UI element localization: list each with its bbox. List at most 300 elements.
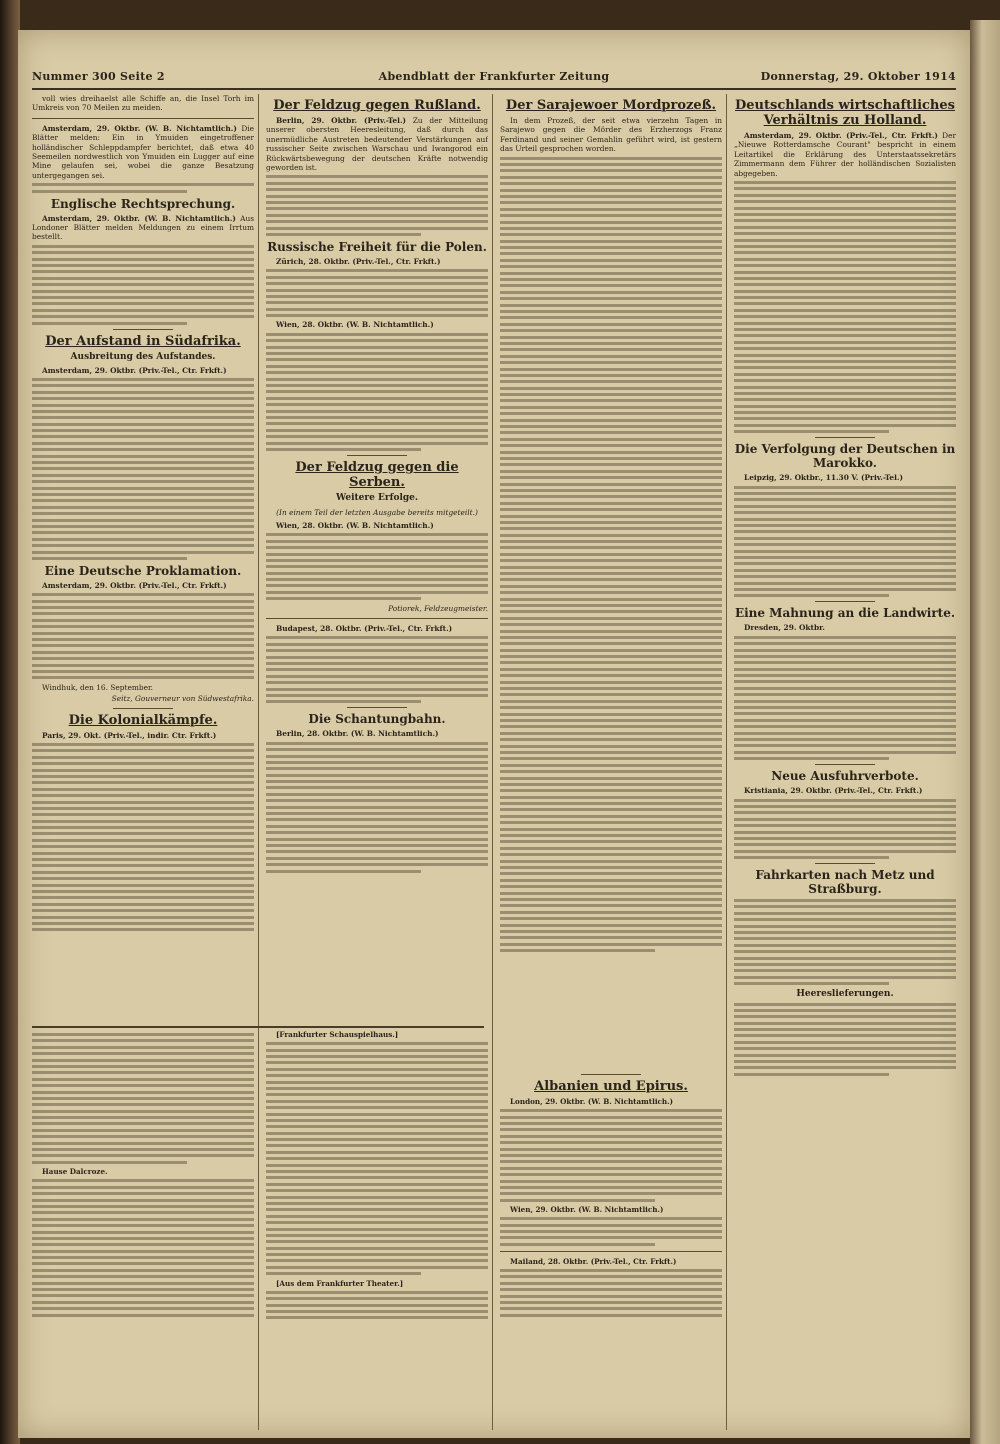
text-line [266, 378, 488, 381]
text-line [734, 187, 956, 190]
text-line [500, 649, 722, 652]
text-line [734, 398, 956, 401]
dateline: Amsterdam, 29. Oktbr. (Priv.-Tel., Ctr. Frkft.) [42, 365, 227, 375]
text-line [266, 416, 488, 419]
article-text: Die Blätter melden: Ein in Ymuiden eingetroffener holländischer Schleppdampfer berichtet, daß etwa 40 Seemeilen nordwestlich von Ymuiden ein Lugger auf eine Mine gelaufen sei, wobei die ganze Besatzung untergegangen sei. [32, 123, 254, 180]
text-line [734, 492, 956, 495]
text-line [734, 732, 956, 735]
text-line [500, 674, 722, 677]
text-line [500, 195, 722, 198]
signature-place: Windhuk, den 16. September. [42, 682, 154, 692]
text-line [32, 756, 254, 759]
text-line [32, 877, 254, 880]
text-line [500, 387, 722, 390]
text-line [32, 775, 254, 778]
issue-number: Nummer 300 Seite 2 [32, 70, 165, 83]
text-line [734, 642, 956, 645]
text-line [32, 1161, 187, 1164]
text-line [266, 553, 488, 556]
text-line [500, 1173, 722, 1176]
divider [581, 1074, 641, 1075]
text-line [32, 551, 254, 554]
text-line [266, 688, 488, 691]
text-line [266, 780, 488, 783]
text-line [734, 290, 956, 293]
text-line [500, 700, 722, 703]
text-line [32, 435, 254, 438]
text-line [266, 799, 488, 802]
text-line [266, 831, 488, 834]
text-line [32, 820, 254, 823]
text-line [500, 534, 722, 537]
article-text [734, 786, 956, 795]
text-line [32, 1294, 254, 1297]
text-line [32, 1097, 254, 1100]
text-line [32, 903, 254, 906]
article-text [266, 521, 488, 530]
text-line [500, 943, 722, 946]
article-text: Der „Nieuwe Rotterdamsche Courant" bespricht in einem Leitartikel die Erklärung des Unterstaatssekretärs Zimmermann dem Führer der holländischen Sozialisten abgegeben. [734, 131, 956, 178]
text-line [500, 246, 722, 249]
text-line [32, 916, 254, 919]
text-line [500, 879, 722, 882]
text-line [266, 1183, 488, 1186]
subheadline: Heereslieferungen. [796, 988, 894, 999]
text-line [266, 1074, 488, 1077]
text-line [266, 282, 488, 285]
text-line [500, 1275, 722, 1278]
text-line [500, 1109, 722, 1112]
headline: Die Verfolgung der Deutschen in Marokko. [734, 442, 956, 471]
text-line [266, 806, 488, 809]
text-line [32, 1262, 254, 1265]
text-line [266, 700, 421, 703]
divider [113, 329, 173, 330]
headline: Fahrkarten nach Metz und Straßburg. [755, 868, 935, 897]
headline: Die Kolonialkämpfe. [68, 712, 218, 728]
text-line [32, 1301, 254, 1304]
text-line [734, 518, 956, 521]
text-line [32, 429, 254, 432]
text-line [32, 531, 254, 534]
text-line [266, 276, 488, 279]
text-line [500, 815, 722, 818]
text-line [32, 1129, 254, 1132]
text-line [32, 506, 254, 509]
text-line [32, 1288, 254, 1291]
text-line [32, 1237, 254, 1240]
text-line [32, 544, 254, 547]
text-line [32, 1199, 254, 1202]
text-line [734, 957, 956, 960]
text-line [266, 1297, 488, 1300]
text-line [500, 169, 722, 172]
text-line [32, 788, 254, 791]
text-line [32, 1211, 254, 1214]
text-line [734, 424, 956, 427]
dateline: Amsterdam, 29. Oktbr. (Priv.-Tel., Ctr. Frkft.) [42, 580, 227, 590]
article-text [32, 1167, 254, 1176]
text-line [266, 1202, 488, 1205]
text-line [500, 604, 722, 607]
text-line [734, 693, 956, 696]
text-line [32, 277, 254, 280]
text-line [734, 837, 956, 840]
text-line [32, 1059, 254, 1062]
text-line [734, 811, 956, 814]
text-line [734, 366, 956, 369]
text-line [32, 1269, 254, 1272]
text-line [734, 271, 956, 274]
text-line [734, 373, 956, 376]
article-text [500, 1205, 722, 1214]
text-line [500, 1236, 722, 1239]
text-line [734, 700, 956, 703]
text-line [734, 744, 956, 747]
dateline: Budapest, 28. Oktbr. (Priv.-Tel., Ctr. Frkft.) [276, 624, 453, 634]
text-line [32, 397, 254, 400]
text-line [500, 399, 722, 402]
text-line [500, 591, 722, 594]
text-line [266, 1228, 488, 1231]
text-line [266, 269, 488, 272]
text-line [734, 341, 956, 344]
text-line [266, 1042, 488, 1045]
text-line [734, 264, 956, 267]
text-line [500, 1154, 722, 1157]
text-line [734, 636, 956, 639]
text-line [266, 649, 488, 652]
text-line [734, 687, 956, 690]
article-text: Aus Londoner Blätter melden Meldungen zu einem Irrtum bestellt. [32, 213, 254, 242]
text-line [266, 301, 488, 304]
text-line [734, 258, 956, 261]
text-line [266, 442, 488, 445]
headline: Die Schantungbahn. [308, 712, 446, 727]
text-line [32, 480, 254, 483]
text-line [32, 448, 254, 451]
subheadline: Ausbreitung des Aufstandes. [70, 351, 216, 362]
text-line [500, 361, 722, 364]
text-line [266, 863, 488, 866]
text-line [32, 391, 254, 394]
text-line [734, 251, 956, 254]
text-line [32, 600, 254, 603]
headline: Der Feldzug gegen Rußland. [273, 98, 481, 113]
text-line [734, 309, 956, 312]
text-line [32, 512, 254, 515]
text-line [266, 214, 488, 217]
text-line [32, 909, 254, 912]
column-divider [726, 94, 727, 1430]
text-line [266, 1081, 488, 1084]
text-line [500, 495, 722, 498]
text-line [266, 1253, 488, 1256]
text-line [500, 610, 722, 613]
text-line [32, 1091, 254, 1094]
text-line [500, 572, 722, 575]
text-line [734, 379, 956, 382]
text-line [32, 296, 254, 299]
divider [500, 1251, 722, 1252]
text-line [266, 1061, 488, 1064]
text-line [266, 1100, 488, 1103]
text-line [734, 405, 956, 408]
text-line [500, 527, 722, 530]
text-line [734, 1028, 956, 1031]
text-line [266, 643, 488, 646]
text-line [734, 850, 956, 853]
text-line [500, 265, 722, 268]
text-line [500, 770, 722, 773]
text-line [266, 748, 488, 751]
text-line [32, 251, 254, 254]
text-line [734, 1047, 956, 1050]
text-line [32, 1307, 254, 1310]
text-line [500, 853, 722, 856]
text-line [500, 1314, 722, 1317]
divider [266, 618, 488, 619]
text-line [734, 328, 956, 331]
text-line [734, 831, 956, 834]
dateline: Wien, 28. Oktbr. (W. B. Nichtamtlich.) [276, 320, 434, 330]
text-line [500, 630, 722, 633]
text-line [500, 291, 722, 294]
text-line [266, 403, 488, 406]
headline: Albanien und Epirus. [534, 1079, 688, 1094]
text-line [500, 1307, 722, 1310]
text-line [734, 226, 956, 229]
text-line [32, 416, 254, 419]
text-line [500, 163, 722, 166]
article-text [32, 366, 254, 375]
text-line [266, 1151, 488, 1154]
text-line [32, 322, 187, 325]
text-line [266, 220, 488, 223]
text-line [32, 1282, 254, 1285]
text-line [734, 219, 956, 222]
text-line [734, 655, 956, 658]
text-line [734, 976, 956, 979]
text-line [734, 575, 956, 578]
text-line [734, 360, 956, 363]
text-line [32, 890, 254, 893]
text-line [500, 451, 722, 454]
text-line [32, 606, 254, 609]
text-line [734, 302, 956, 305]
text-line [734, 562, 956, 565]
text-line [32, 519, 254, 522]
text-line [734, 296, 956, 299]
text-line [32, 245, 254, 248]
text-line [266, 755, 488, 758]
text-line [734, 213, 956, 216]
text-line [500, 598, 722, 601]
text-line [32, 1256, 254, 1259]
text-line [734, 245, 956, 248]
text-line [32, 538, 254, 541]
text-line [266, 1291, 488, 1294]
text-line [266, 1106, 488, 1109]
text-line [266, 227, 488, 230]
text-line [500, 214, 722, 217]
text-line [266, 681, 488, 684]
dateline: Kristiania, 29. Oktbr. (Priv.-Tel., Ctr. Frkft.) [744, 786, 923, 796]
article-text [266, 320, 488, 329]
headline: Der Sarajewoer Mordprozeß. [505, 98, 717, 113]
text-line [266, 384, 488, 387]
text-line [500, 1243, 655, 1246]
text-line [32, 1078, 254, 1081]
text-line [32, 1231, 254, 1234]
text-line [500, 757, 722, 760]
text-line [32, 499, 254, 502]
text-line [500, 342, 722, 345]
text-line [266, 1125, 488, 1128]
text-line [32, 922, 254, 925]
text-line [734, 918, 956, 921]
text-line [500, 457, 722, 460]
text-line [500, 227, 722, 230]
headline: Der Aufstand in Südafrika. [45, 333, 241, 349]
text-line [266, 371, 488, 374]
text-line [500, 272, 722, 275]
text-line [266, 1196, 488, 1199]
text-line [500, 489, 722, 492]
text-line [500, 808, 722, 811]
text-line [734, 283, 956, 286]
dateline: Wien, 28. Oktbr. (W. B. Nichtamtlich.) [276, 520, 434, 530]
text-line [32, 302, 254, 305]
dateline: Berlin, 29. Oktbr. (Priv.-Tel.) [276, 116, 407, 125]
headline: Englische Rechtsprechung. [50, 196, 236, 211]
text-line [734, 1041, 956, 1044]
text-line [266, 838, 488, 841]
text-line [32, 309, 254, 312]
headline: Der Feldzug gegen die Serben. [295, 459, 459, 490]
text-line [734, 805, 956, 808]
text-line [266, 675, 488, 678]
text-line [500, 1128, 722, 1131]
text-line [500, 380, 722, 383]
text-line [500, 693, 722, 696]
text-line [266, 774, 488, 777]
text-line [500, 1141, 722, 1144]
text-line [266, 559, 488, 562]
text-line [500, 444, 722, 447]
text-line [734, 524, 956, 527]
text-line [32, 384, 254, 387]
text-line [734, 181, 956, 184]
text-line [500, 713, 722, 716]
text-line [32, 858, 254, 861]
article-text [266, 116, 488, 172]
article-text [500, 1097, 722, 1106]
text-line [500, 681, 722, 684]
text-line [500, 419, 722, 422]
text-line [266, 352, 488, 355]
column-3-lower [500, 1070, 722, 1438]
text-line [32, 1039, 254, 1042]
text-line [266, 1316, 488, 1319]
text-line [734, 530, 956, 533]
text-line [266, 308, 488, 311]
text-line [500, 304, 722, 307]
newspaper-page [18, 30, 970, 1438]
text-line [734, 757, 889, 760]
note: (In einem Teil der letzten Ausgabe bereits mitgeteilt.) [276, 507, 478, 517]
text-line [32, 474, 254, 477]
text-line [32, 315, 254, 318]
text-line [500, 1295, 722, 1298]
text-line [266, 793, 488, 796]
text-line [734, 537, 956, 540]
text-line [266, 584, 488, 587]
text-line [266, 429, 488, 432]
text-line [32, 1192, 254, 1195]
text-line [266, 201, 488, 204]
text-line [266, 1119, 488, 1122]
text-line [500, 1160, 722, 1163]
text-line [266, 597, 421, 600]
text-line [734, 969, 956, 972]
article-text [266, 624, 488, 633]
text-line [266, 578, 488, 581]
text-line [500, 406, 722, 409]
text-line [266, 289, 488, 292]
text-line [734, 411, 956, 414]
text-line [500, 374, 722, 377]
divider [347, 707, 407, 708]
text-line [734, 1060, 956, 1063]
text-line [266, 1247, 488, 1250]
text-line [266, 767, 488, 770]
text-line [500, 655, 722, 658]
text-line [32, 813, 254, 816]
dateline: Dresden, 29. Oktbr. [744, 623, 825, 633]
text-line [500, 821, 722, 824]
signature: Seitz, Gouverneur von Südwestafrika. [111, 694, 254, 704]
adjacent-page-edge [970, 20, 1000, 1444]
text-line [500, 777, 722, 780]
text-line [734, 569, 956, 572]
text-line [500, 1230, 722, 1233]
text-line [266, 397, 488, 400]
text-line [266, 1304, 488, 1307]
text-line [734, 912, 956, 915]
text-line [500, 1199, 655, 1202]
divider [32, 118, 254, 119]
text-line [266, 1310, 488, 1313]
text-line [32, 749, 254, 752]
dateline: Amsterdam, 29. Oktbr. (Priv.-Tel., Ctr. Frkft.) [744, 131, 938, 140]
text-line [266, 857, 488, 860]
text-line [32, 871, 254, 874]
column-divider [258, 94, 259, 1430]
text-line [734, 347, 956, 350]
feuilleton-column-2 [266, 1030, 488, 1434]
text-line [500, 252, 722, 255]
text-line [500, 336, 722, 339]
text-line [32, 619, 254, 622]
text-line [266, 295, 488, 298]
text-line [734, 668, 956, 671]
text-line [500, 463, 722, 466]
text-line [500, 1217, 722, 1220]
section-lead: [Aus dem Frankfurter Theater.] [276, 1278, 404, 1288]
article-text [266, 257, 488, 266]
text-line [734, 417, 956, 420]
